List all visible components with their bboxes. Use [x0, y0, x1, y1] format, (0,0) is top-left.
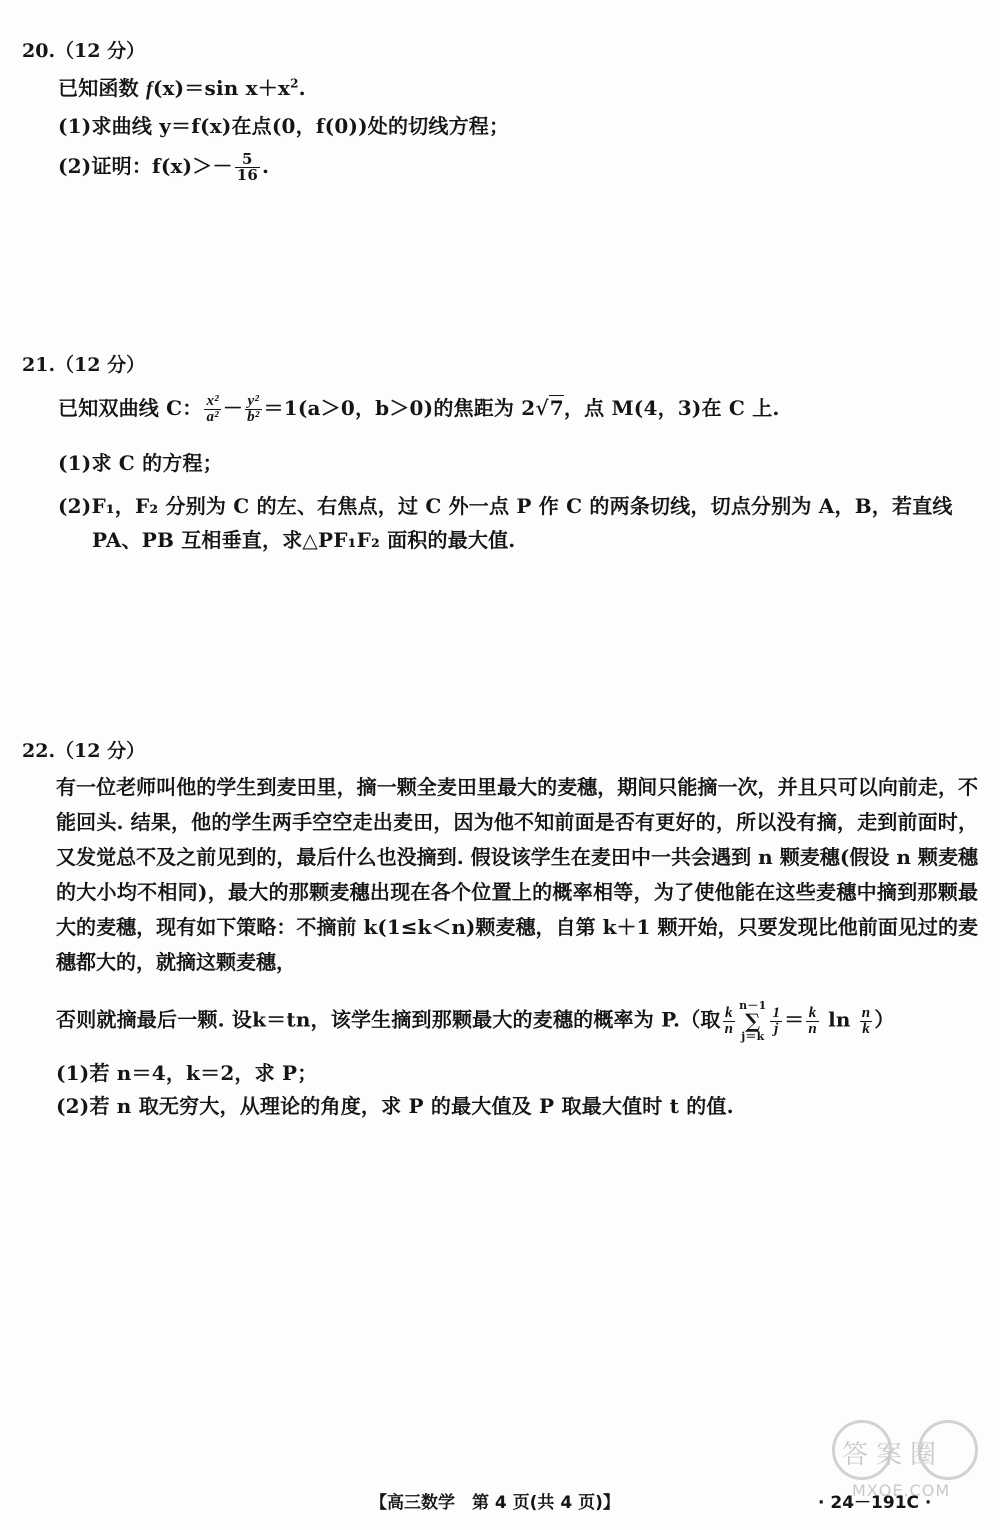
fraction-k-n-2: $\frac{k}{n}$ [808, 1004, 817, 1037]
fraction-n-k: $\frac{n}{k}$ [861, 1004, 871, 1037]
question-21-header: 21.（12 分） [22, 354, 146, 376]
question-22-paragraph: 有一位老师叫他的学生到麦田里，摘一颗全麦田里最大的麦穗，期间只能摘一次，并且只可以向前走，不能回头. 结果，他的学生两手空空走出麦田，因为他不知前面是否有更好的，所以没有摘，走到前面时，又发觉总不及之前见到的，最后什么也没摘到. 假设该学生在麦田中一共会遇到 n 颗麦穗(假设 n 颗麦穗的大小均不相同)，最大的那颗麦穗出现在各个位置上的概率相等，为了使他能在这些麦穗中摘到那颗最大的麦穗，现有如下策略：不摘前 k(1≤k＜n)颗麦穗，自第 k＋1 颗开始，只要发现比他前面见过的麦穗都大的，就摘这颗麦穗， [56, 775, 978, 974]
question-22-part-2: (2)若 n 取无穷大，从理论的角度，求 P 的最大值及 P 取最大值时 t 的值. [56, 1094, 734, 1118]
question-21-stem: 已知双曲线 C： $\frac{\text{x²}}{\text{a²}}$ － $\frac{\text{y²}}{\text{b²}}$ ＝1(a＞0，b＞0)的焦距为 2√7，点 M(4，3)在 C 上. [58, 393, 780, 425]
fraction-5-16: $\frac{5}{16}$ [236, 150, 258, 184]
question-22-part-1: (1)若 n＝4，k＝2，求 P； [56, 1061, 318, 1085]
question-20-header: 20.（12 分） [22, 40, 146, 62]
question-21-part-2-line-1: (2)F₁，F₂ 分别为 C 的左、右焦点，过 C 外一点 P 作 C 的两条切线，切点分别为 A，B，若直线 [58, 494, 953, 518]
question-21-part-2-line-2: PA、PB 互相垂直，求△PF₁F₂ 面积的最大值. [92, 528, 516, 552]
page-footer: 【高三数学 第 4 页(共 4 页)】 [370, 1493, 620, 1513]
question-20-part-2: (2)证明：f(x)＞－ $\frac{5}{16}$ . [58, 150, 270, 184]
sqrt-sign: √ [535, 396, 549, 420]
question-21-part-1: (1)求 C 的方程； [58, 451, 223, 475]
watermark-logo: 答案圈 MXQE.COM [822, 1420, 982, 1500]
question-20-part-1: (1)求曲线 y＝f(x)在点(0，f(0))处的切线方程； [58, 114, 510, 138]
paper-code: · 24－191C · [818, 1493, 932, 1513]
fraction-y2-b2: $\frac{\text{y²}}{\text{b²}}$ [247, 393, 260, 425]
question-22-last-line: 否则就摘最后一颗. 设k＝tn，该学生摘到那颗最大的麦穗的概率为 P.（取 $\frac{k}{n}$ n－1 ∑ j＝k $\frac{1}{j}$ ＝ $\frac{k}{n}$ ln $\frac{n}{k}$ ） [56, 999, 895, 1043]
summation: n－1 ∑ j＝k [739, 999, 767, 1043]
fraction-x2-a2: $\frac{\text{x²}}{\text{a²}}$ [206, 393, 219, 425]
question-22-header: 22.（12 分） [22, 740, 146, 762]
fraction-k-n: $\frac{k}{n}$ [724, 1004, 734, 1037]
question-20-stem: 已知函数 f(x)＝sin $x+x^2$. [58, 76, 306, 100]
fraction-1-j: $\frac{1}{j}$ [772, 1004, 781, 1037]
